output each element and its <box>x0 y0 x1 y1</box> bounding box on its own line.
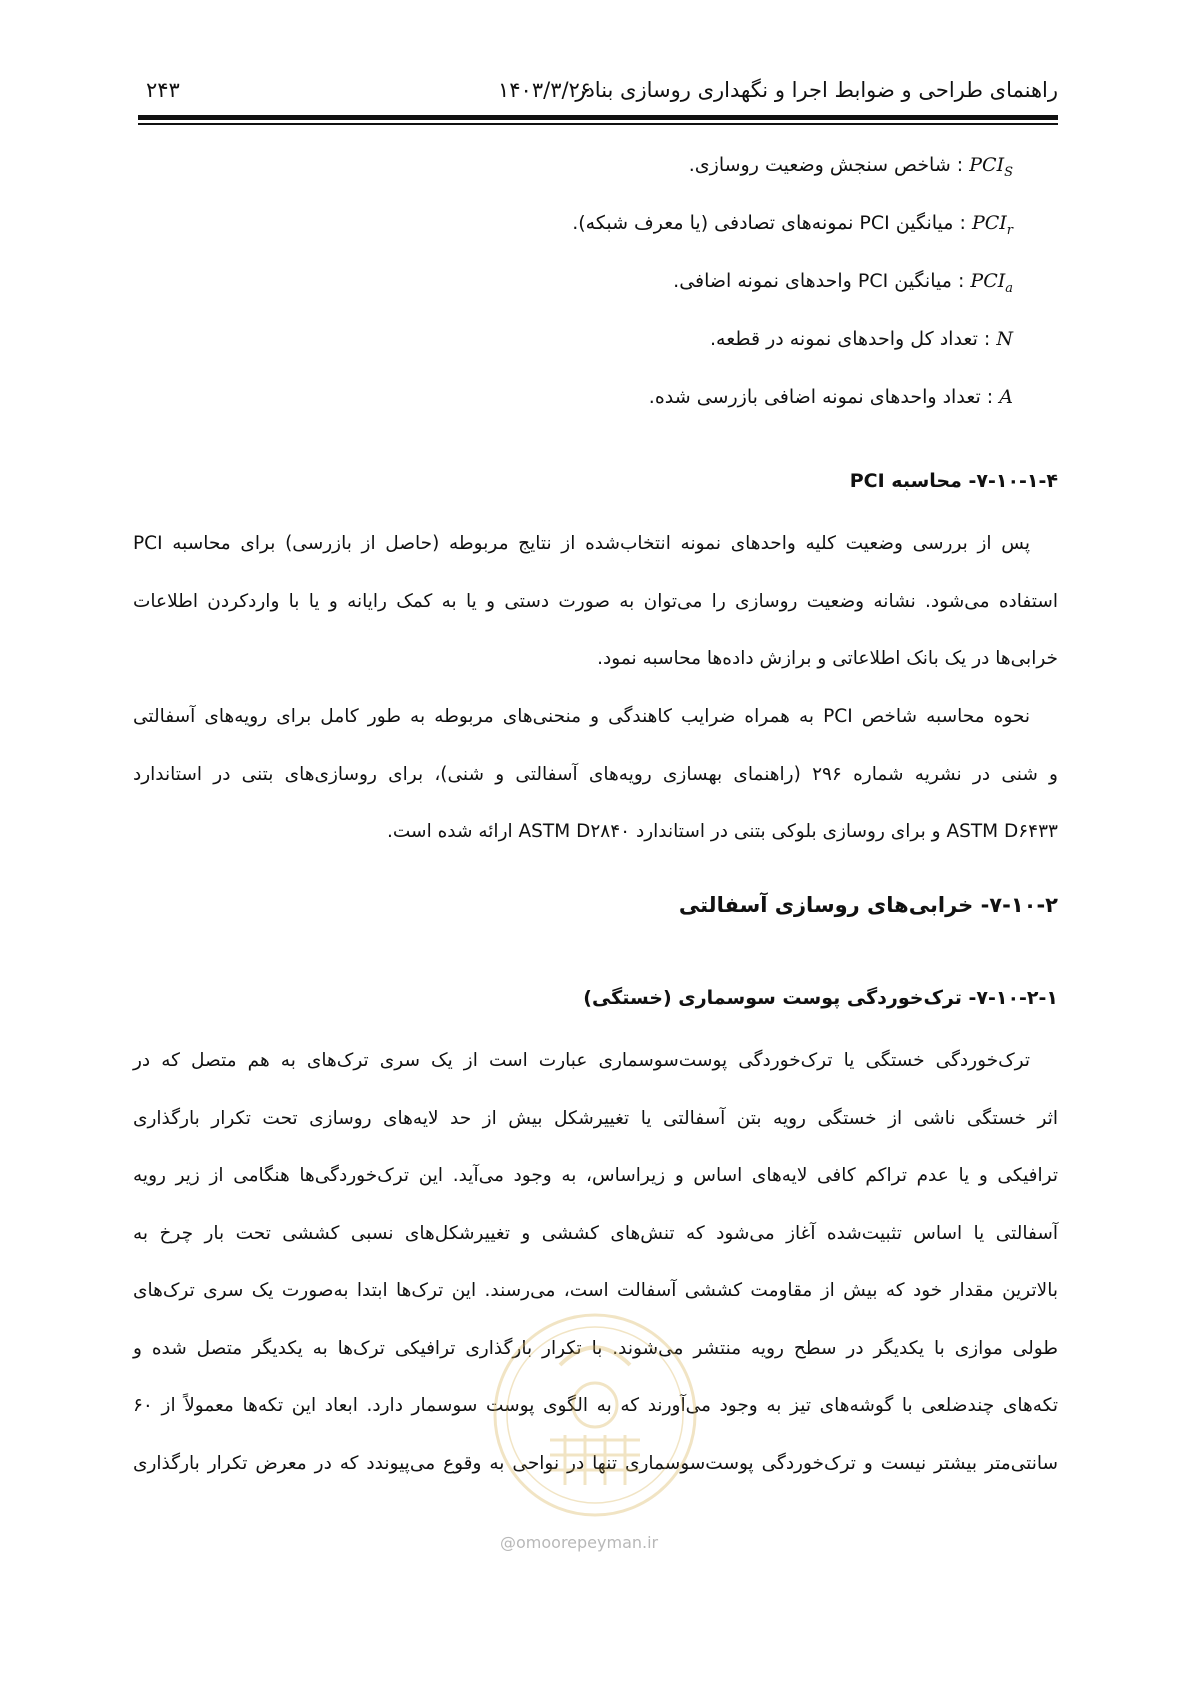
definition-item <box>193 208 1013 266</box>
paragraph-line: ASTM D۶۴۳۳ و برای روسازی بلوکی بتنی در استاندارد ASTM D۲۸۴۰ ارائه شده است. <box>387 821 1058 842</box>
definition-symbol: N <box>996 328 1013 350</box>
paragraph-line: نحوه محاسبه شاخص PCI به همراه ضرایب کاهندگی و منحنی‌های مربوطه به طور کامل برای رویه‌های آسفالتی <box>133 706 1030 727</box>
paragraph-line: ترک‌خوردگی خستگی یا ترک‌خوردگی پوست‌سوسماری عبارت است از یک سری ترک‌های به هم متصل که در <box>133 1050 1030 1071</box>
paragraph-line: استفاده می‌شود. نشانه وضعیت روسازی را می‌توان به صورت دستی و یا به کمک رایانه و یا با واردکردن اطلاعات <box>133 590 1058 612</box>
paragraph-line: بالاترین مقدار خود که بیش از مقاومت کششی آسفالت است، می‌رسند. این ترک‌ها ابتدا به‌صورت یک سری ترک‌های <box>133 1280 1058 1301</box>
subsection-heading-alligator-cracking: ۷-۱۰-۲-۱- ترک‌خوردگی پوست سوسماری (خستگی) <box>583 987 1058 1009</box>
watermark-url: @omoorepeyman.ir <box>500 1533 659 1552</box>
paragraph-line: پس از بررسی وضعیت کلیه واحدهای نمونه انتخاب‌شده از نتایج مربوطه (حاصل از بازرسی) برای محاسبه PCI <box>133 533 1030 554</box>
definitions-list <box>193 150 1013 440</box>
definition-symbol: A <box>999 386 1013 408</box>
watermark-logo <box>490 1310 700 1520</box>
paragraph-line: و شنی در نشریه شماره ۲۹۶ (راهنمای بهسازی رویه‌های آسفالتی و شنی)، برای روسازی‌های بتنی در استاندارد <box>133 763 1058 785</box>
definition-text: : تعداد کل واحدهای نمونه در قطعه. <box>709 328 991 350</box>
paragraph-pci-2 <box>133 688 1058 861</box>
paragraph-pci-1 <box>133 515 1058 688</box>
paragraph-line: اثر خستگی ناشی از خستگی رویه بتن آسفالتی یا تغییرشکل بیش از حد لایه‌های روسازی تحت تکرار بارگذاری <box>133 1107 1058 1129</box>
paragraph-line: سانتی‌متر بیشتر نیست و ترک‌خوردگی پوست‌سوسماری تنها در نواحی به وقوع می‌پیوندد که در معرض تکرار بارگذاری <box>133 1452 1058 1474</box>
paragraph-line: طولی موازی با یکدیگر در سطح رویه منتشر می‌شوند. با تکرار بارگذاری ترافیکی ترک‌ها به یکدیگر متصل شده و <box>133 1337 1058 1359</box>
definition-item <box>193 324 1013 382</box>
paragraph-line: ترافیکی و یا عدم تراکم کافی لایه‌های اساس و زیراساس، به وجود می‌آید. این ترک‌خوردگی‌ها هنگامی از زیر رویه <box>133 1165 1058 1186</box>
section-heading-pci-calculation: ۷-۱۰-۱-۴- محاسبه PCI <box>849 470 1058 492</box>
definition-text: : میانگین PCI نمونه‌های تصادفی (یا معرف شبکه). <box>572 212 966 234</box>
header-rule-thin <box>138 123 1058 125</box>
paragraph-line: تکه‌های چندضلعی با گوشه‌های تیز به وجود می‌آورند که به الگوی پوست سوسمار دارد. ابعاد این تکه‌ها معمولاً از ۶۰ <box>133 1395 1058 1416</box>
section-heading-asphalt-distress: ۷-۱۰-۲- خرابی‌های روسازی آسفالتی <box>678 893 1058 917</box>
definition-text: : میانگین PCI واحدهای نمونه اضافی. <box>673 270 965 292</box>
header-title: راهنمای طراحی و ضوابط اجرا و نگهداری روسازی بنادر <box>575 78 1058 102</box>
definition-item <box>193 266 1013 324</box>
header-date: ۱۴۰۳/۳/۲۶ <box>498 78 592 102</box>
definition-text: : شاخص سنجش وضعیت روسازی. <box>688 154 964 176</box>
definition-symbol: $PCI_r$ <box>971 212 1013 238</box>
definition-item <box>193 382 1013 440</box>
definition-item <box>193 150 1013 208</box>
paragraph-line: آسفالتی یا اساس تثبیت‌شده آغاز می‌شود که تنش‌های کششی و تغییرشکل‌های نسبی کششی تحت بار چرخ به <box>133 1222 1058 1244</box>
page-number: ۲۴۳ <box>146 78 180 102</box>
definition-text: : تعداد واحدهای نمونه اضافی بازرسی شده. <box>648 386 994 408</box>
definition-symbol: $PCI_a$ <box>970 270 1013 296</box>
definition-symbol: $PCI_S$ <box>969 154 1013 180</box>
page-header <box>138 78 1058 112</box>
header-rule-thick <box>138 115 1058 120</box>
paragraph-line: خرابی‌ها در یک بانک اطلاعاتی و برازش داده‌ها محاسبه نمود. <box>597 648 1058 669</box>
